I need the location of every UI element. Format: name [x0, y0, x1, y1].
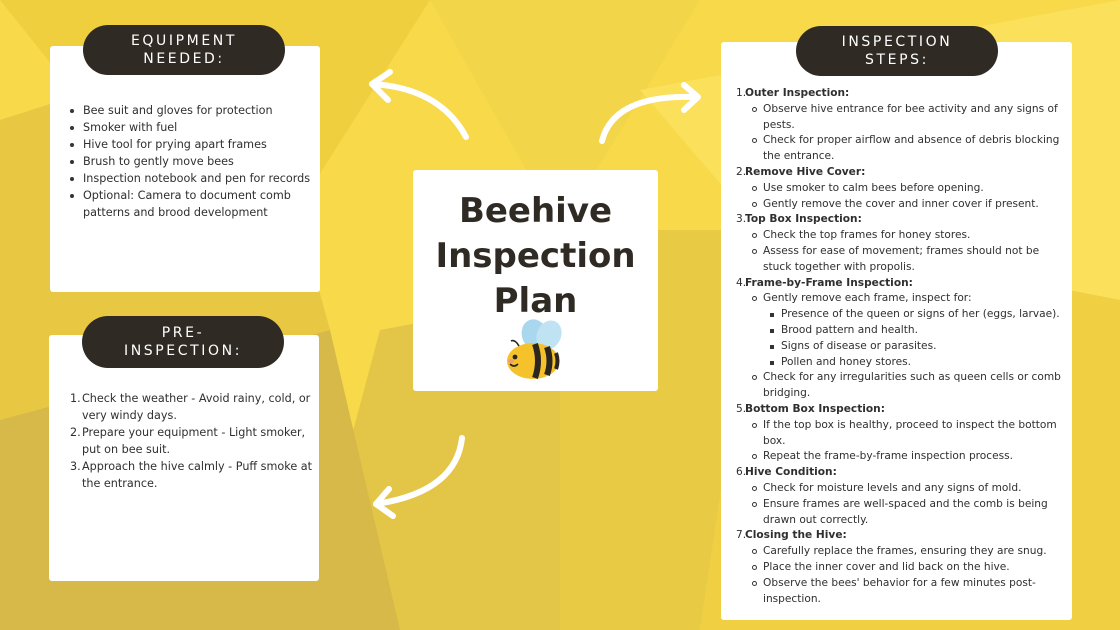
- sub-item: Place the inner cover and lid back on the hive.: [763, 560, 1067, 576]
- step-item: [745, 86, 1067, 165]
- list-item: Optional: Camera to document comb patterns and brood development: [83, 187, 331, 221]
- sub-item: Check for proper airflow and absence of debris blocking the entrance.: [763, 133, 1067, 165]
- list-item: Prepare your equipment - Light smoker, put on bee suit.: [82, 426, 306, 456]
- step-title: Remove Hive Cover:: [745, 165, 866, 178]
- title-line: Plan: [493, 281, 578, 321]
- equipment-card: [50, 46, 320, 292]
- sub-list: [745, 102, 1067, 165]
- equipment-list: [50, 102, 331, 221]
- sub-sub-item: Presence of the queen or signs of her (eggs, larvae).: [781, 307, 1067, 323]
- heading-line: NEEDED:: [143, 51, 225, 67]
- pre-inspection-list: [49, 390, 318, 492]
- sub-list: [745, 291, 1067, 402]
- sub-item: Check for any irregularities such as queen cells or comb bridging.: [763, 370, 1067, 402]
- step-item: [745, 528, 1067, 607]
- sub-list: [745, 228, 1067, 275]
- sub-sub-item: Signs of disease or parasites.: [781, 339, 1067, 355]
- sub-list: [745, 544, 1067, 607]
- step-title: Hive Condition:: [745, 466, 837, 479]
- sub-list: [745, 418, 1067, 465]
- pre-inspection-card: [49, 335, 319, 581]
- step-item: [745, 465, 1067, 528]
- equipment-heading: [83, 25, 285, 75]
- steps-list: [721, 86, 1067, 607]
- list-item: Smoker with fuel: [83, 119, 331, 136]
- step-title: Outer Inspection:: [745, 87, 850, 99]
- list-item: Brush to gently move bees: [83, 153, 331, 170]
- sub-list: [745, 181, 1067, 213]
- sub-item: [763, 291, 1067, 370]
- list-item: Inspection notebook and pen for records: [83, 170, 331, 187]
- page-title: [413, 189, 658, 324]
- pre-inspection-heading: [82, 316, 284, 368]
- sub-item: Ensure frames are well-spaced and the comb is being drawn out correctly.: [763, 497, 1067, 529]
- step-item: [745, 165, 1067, 212]
- sub-sub-item: Brood pattern and health.: [781, 323, 1067, 339]
- heading-line: STEPS:: [865, 52, 929, 68]
- bee-icon: [501, 317, 571, 383]
- title-card: [413, 170, 658, 391]
- sub-list: [745, 481, 1067, 528]
- sub-item: Observe the bees' behavior for a few minutes post-inspection.: [763, 576, 1067, 608]
- sub-item: Use smoker to calm bees before opening.: [763, 181, 1067, 197]
- step-item: [745, 276, 1067, 402]
- step-title: Top Box Inspection:: [745, 213, 862, 226]
- sub-item: Assess for ease of movement; frames should not be stuck together with propolis.: [763, 244, 1067, 276]
- list-item: Hive tool for prying apart frames: [83, 136, 331, 153]
- list-item: Bee suit and gloves for protection: [83, 102, 331, 119]
- sub-sub-list: [763, 307, 1067, 370]
- sub-item: Check for moisture levels and any signs of mold.: [763, 481, 1067, 497]
- heading-line: EQUIPMENT: [130, 33, 238, 49]
- inspection-steps-heading: [796, 26, 998, 76]
- sub-item: Gently remove the cover and inner cover if present.: [763, 197, 1067, 213]
- step-title: Bottom Box Inspection:: [745, 402, 885, 415]
- inspection-steps-card: [721, 42, 1072, 620]
- step-title: Frame-by-Frame Inspection:: [745, 276, 913, 289]
- sub-item: Repeat the frame-by-frame inspection process.: [763, 449, 1067, 465]
- title-line: Inspection: [435, 236, 636, 276]
- title-line: Beehive: [458, 191, 613, 231]
- step-item: [745, 402, 1067, 465]
- step-item: [745, 212, 1067, 275]
- sub-sub-item: Pollen and honey stores.: [781, 355, 1067, 371]
- step-title: Closing the Hive:: [745, 529, 847, 542]
- heading-line: INSPECTION:: [123, 343, 243, 359]
- sub-item: Carefully replace the frames, ensuring they are snug.: [763, 544, 1067, 560]
- heading-line: INSPECTION: [841, 34, 953, 50]
- sub-item-text: Gently remove each frame, inspect for:: [763, 292, 972, 305]
- list-item: Check the weather - Avoid rainy, cold, or very windy days.: [82, 392, 311, 422]
- list-item: Approach the hive calmly - Puff smoke at the entrance.: [82, 460, 313, 490]
- heading-line: PRE-: [161, 325, 205, 341]
- sub-item: If the top box is healthy, proceed to inspect the bottom box.: [763, 418, 1067, 450]
- sub-item: Observe hive entrance for bee activity and any signs of pests.: [763, 102, 1067, 134]
- sub-item: Check the top frames for honey stores.: [763, 228, 1067, 244]
